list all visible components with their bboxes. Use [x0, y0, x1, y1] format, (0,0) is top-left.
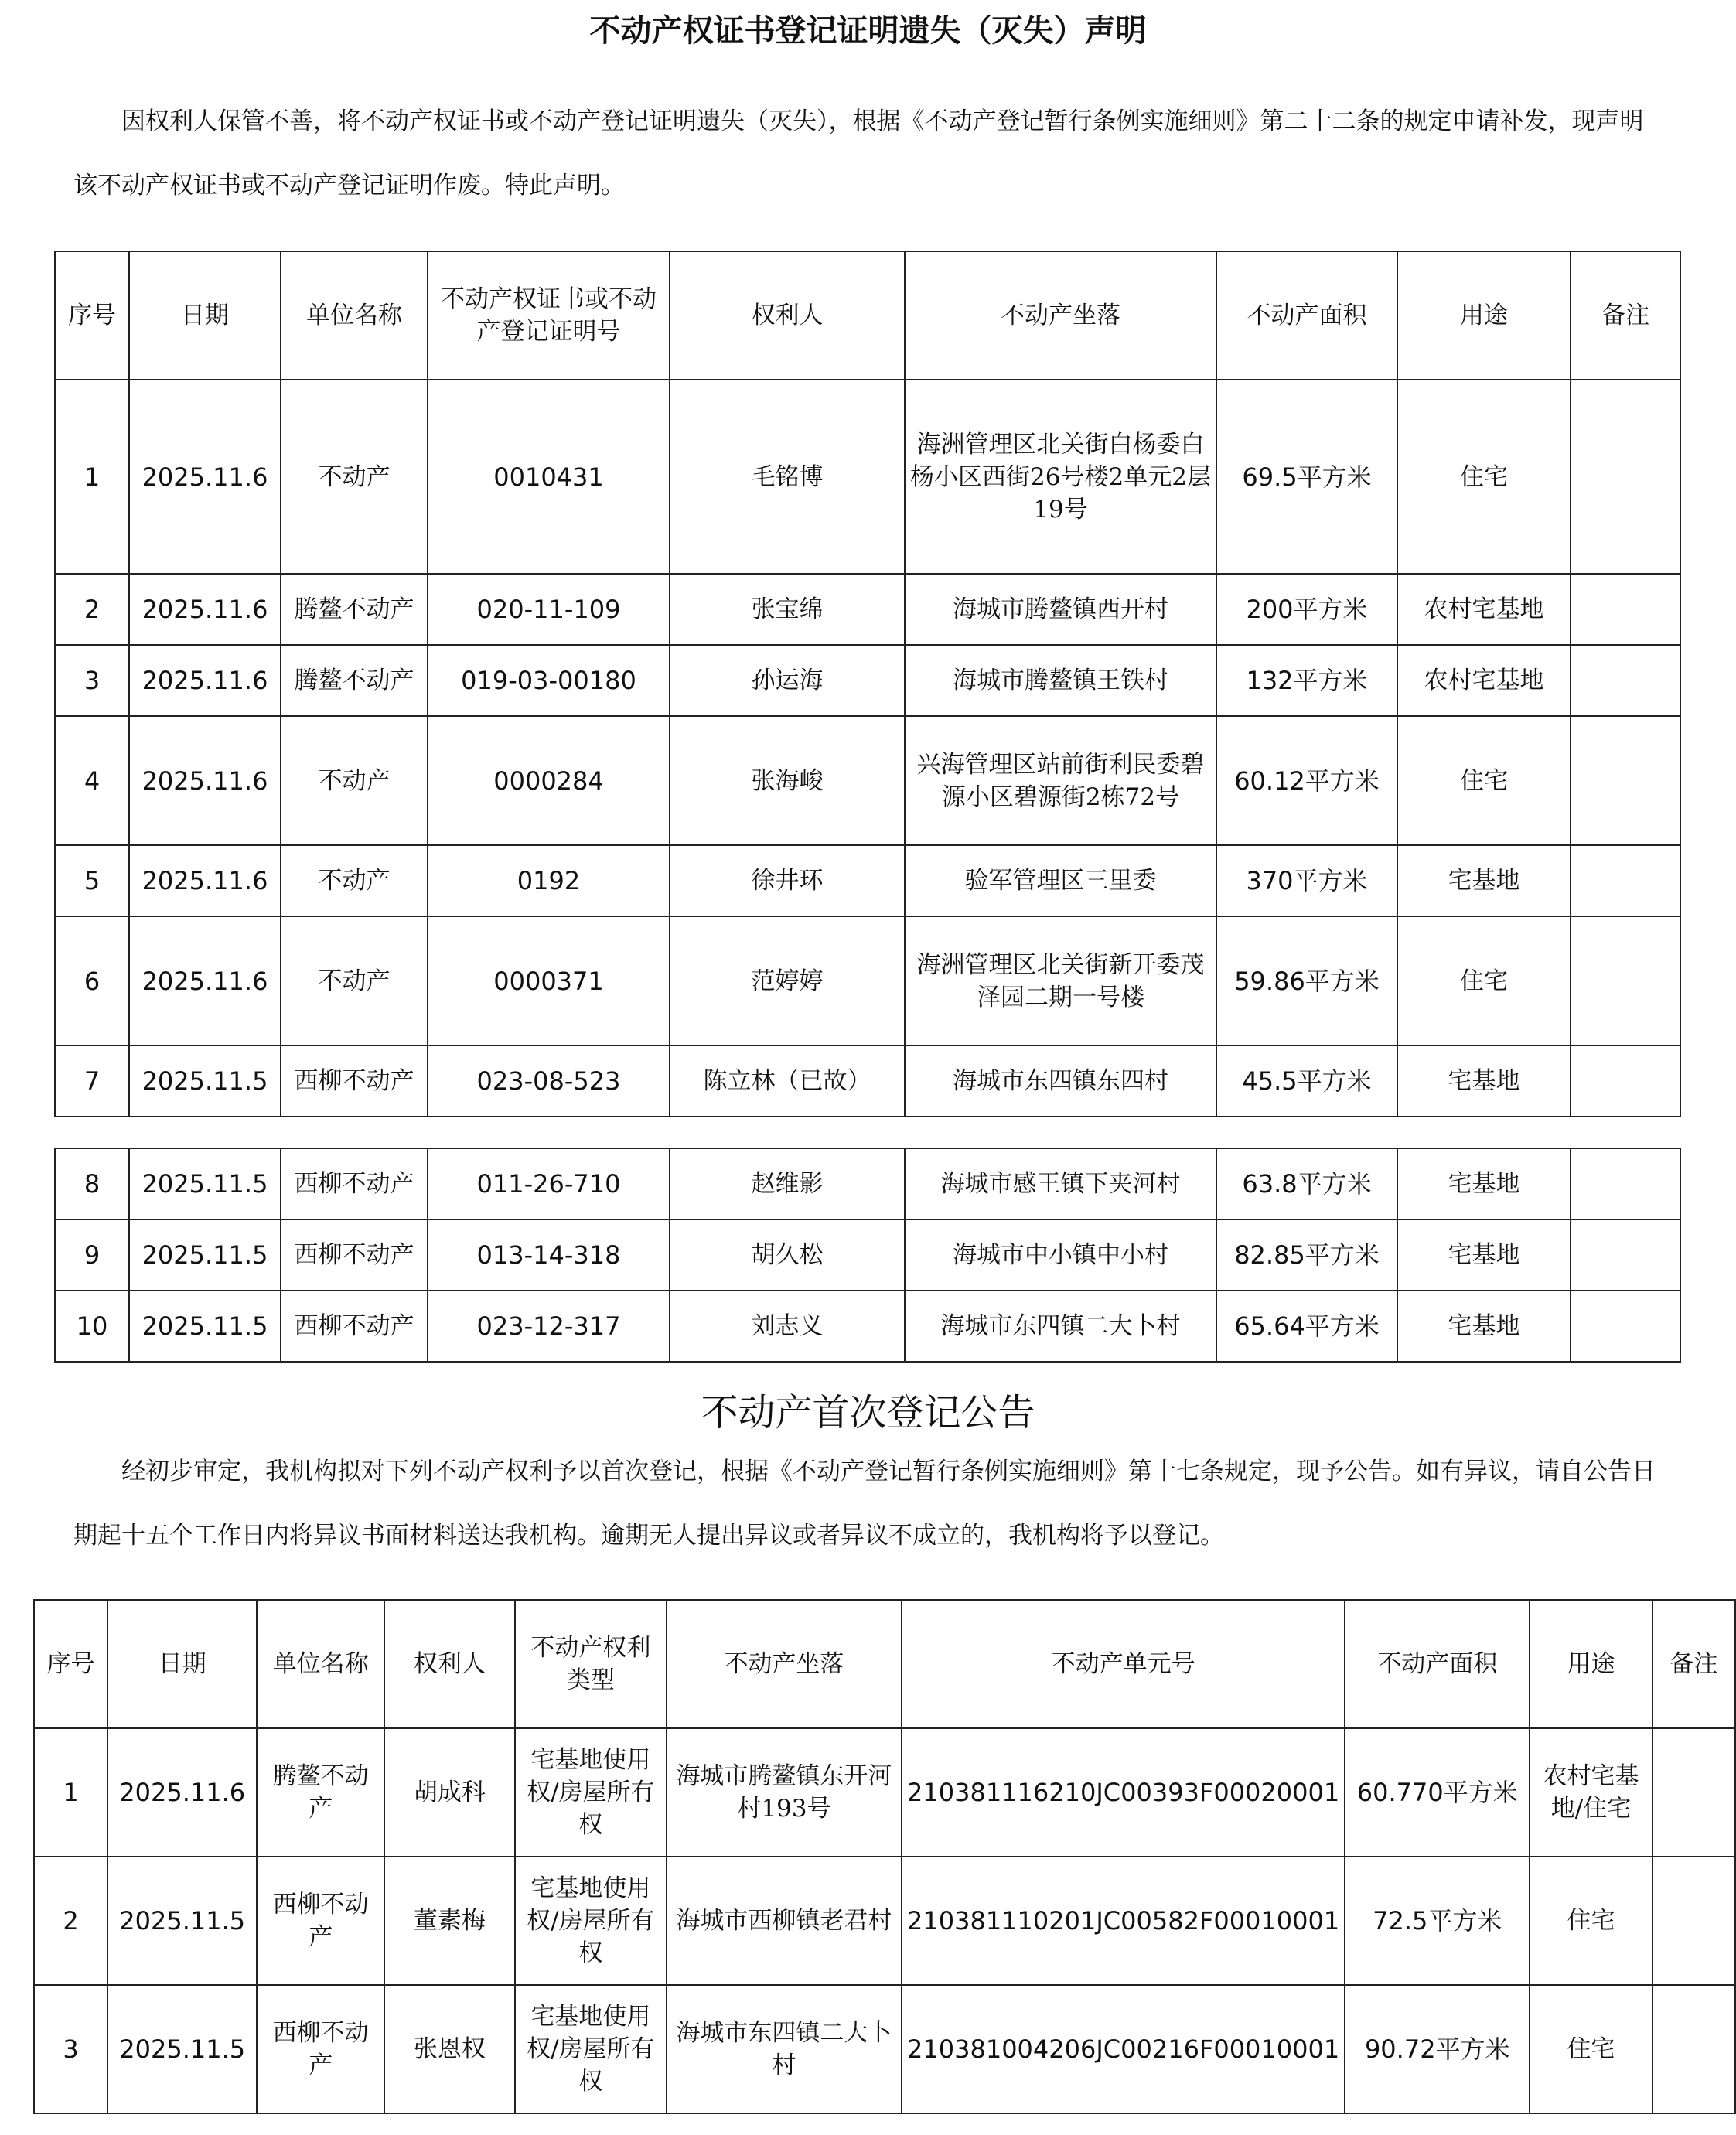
cell-date: 2025.11.6 — [107, 1728, 257, 1857]
cell-area: 60.12平方米 — [1216, 716, 1397, 845]
cell-note — [1571, 1219, 1680, 1291]
cell-location: 兴海管理区站前街利民委碧源小区碧源街2栋72号 — [905, 716, 1216, 845]
cell-owner: 陈立林（已故） — [670, 1045, 905, 1117]
cell-date: 2025.11.5 — [129, 1148, 281, 1219]
cell-use: 住宅 — [1530, 1985, 1652, 2113]
column-header: 不动产面积 — [1216, 251, 1397, 380]
first-registration-title: 不动产首次登记公告 — [701, 1391, 1035, 1434]
cell-cert: 019-03-00180 — [428, 645, 670, 716]
loss-notice-paragraph: 因权利人保管不善，将不动产权证书或不动产登记证明遗失（灭失），根据《不动产登记暂行条例实施细则》第二十二条的规定申请补发，现声明该不动产权证书或不动产登记证明作废。特此声明。 — [73, 107, 1644, 200]
column-header: 单位名称 — [281, 251, 428, 380]
column-header: 不动产单元号 — [902, 1600, 1345, 1728]
cell-area: 200平方米 — [1216, 574, 1397, 645]
cell-area: 90.72平方米 — [1345, 1985, 1530, 2113]
cell-no: 3 — [34, 1985, 107, 2113]
cell-unit: 西柳不动产 — [281, 1291, 428, 1362]
cell-location: 海城市腾鳌镇西开村 — [905, 574, 1216, 645]
cell-no: 8 — [55, 1148, 129, 1219]
cell-owner: 张宝绵 — [670, 574, 905, 645]
column-header: 权利人 — [384, 1600, 515, 1728]
column-header: 备注 — [1652, 1600, 1735, 1728]
cell-no: 3 — [55, 645, 129, 716]
cell-location: 海城市腾鳌镇王铁村 — [905, 645, 1216, 716]
cell-location: 验军管理区三里委 — [905, 845, 1216, 916]
cell-area: 132平方米 — [1216, 645, 1397, 716]
cell-location: 海城市感王镇下夹河村 — [905, 1148, 1216, 1219]
cell-location: 海城市腾鳌镇东开河村193号 — [667, 1728, 902, 1857]
table-row — [55, 916, 1680, 1045]
cell-owner: 张海峻 — [670, 716, 905, 845]
cell-date: 2025.11.5 — [129, 1291, 281, 1362]
cell-use: 农村宅基地 — [1397, 645, 1571, 716]
cell-owner: 胡久松 — [670, 1219, 905, 1291]
cell-cert: 023-12-317 — [428, 1291, 670, 1362]
cell-note — [1571, 574, 1680, 645]
column-header: 单位名称 — [257, 1600, 384, 1728]
cell-location: 海洲管理区北关街白杨委白杨小区西街26号楼2单元2层19号 — [905, 380, 1216, 574]
table-row — [34, 1985, 1735, 2113]
cell-area: 65.64平方米 — [1216, 1291, 1397, 1362]
table-row — [55, 380, 1680, 574]
cell-location: 海城市东四镇东四村 — [905, 1045, 1216, 1117]
cell-no: 4 — [55, 716, 129, 845]
cell-unit: 西柳不动产 — [281, 1219, 428, 1291]
column-header: 日期 — [107, 1600, 257, 1728]
column-header: 不动产坐落 — [905, 251, 1216, 380]
cell-unit: 西柳不动产 — [281, 1045, 428, 1117]
cell-location: 海城市西柳镇老君村 — [667, 1857, 902, 1985]
cell-cert: 0010431 — [428, 380, 670, 574]
cell-no: 10 — [55, 1291, 129, 1362]
cell-no: 6 — [55, 916, 129, 1045]
cell-use: 宅基地 — [1397, 1219, 1571, 1291]
cell-date: 2025.11.5 — [107, 1985, 257, 2113]
column-header: 不动产坐落 — [667, 1600, 902, 1728]
table-row — [55, 1219, 1680, 1291]
table-row — [55, 645, 1680, 716]
cell-location: 海城市中小镇中小村 — [905, 1219, 1216, 1291]
loss-notice-table-continued — [54, 1148, 1681, 1363]
cell-no: 1 — [55, 380, 129, 574]
cell-use: 宅基地 — [1397, 1148, 1571, 1219]
cell-note — [1571, 716, 1680, 845]
cell-use: 农村宅基地 — [1397, 574, 1571, 645]
cell-area: 69.5平方米 — [1216, 380, 1397, 574]
cell-unit_no: 210381110201JC00582F00010001 — [902, 1857, 1345, 1985]
cell-note — [1652, 1985, 1735, 2113]
cell-date: 2025.11.6 — [129, 716, 281, 845]
cell-cert: 013-14-318 — [428, 1219, 670, 1291]
cell-owner: 张恩权 — [384, 1985, 515, 2113]
loss-notice-title: 不动产权证书登记证明遗失（灭失）声明 — [589, 13, 1147, 49]
cell-note — [1571, 645, 1680, 716]
cell-area: 59.86平方米 — [1216, 916, 1397, 1045]
cell-right_type: 宅基地使用权/房屋所有权 — [515, 1728, 667, 1857]
cell-owner: 刘志义 — [670, 1291, 905, 1362]
cell-no: 9 — [55, 1219, 129, 1291]
cell-cert: 0000284 — [428, 716, 670, 845]
column-header: 序号 — [34, 1600, 107, 1728]
table-row — [55, 845, 1680, 916]
cell-owner: 徐井环 — [670, 845, 905, 916]
cell-date: 2025.11.6 — [129, 645, 281, 716]
cell-owner: 范婷婷 — [670, 916, 905, 1045]
cell-unit: 腾鳌不动产 — [257, 1728, 384, 1857]
cell-unit: 西柳不动产 — [257, 1857, 384, 1985]
cell-use: 住宅 — [1397, 716, 1571, 845]
cell-date: 2025.11.6 — [129, 916, 281, 1045]
cell-unit_no: 210381116210JC00393F00020001 — [902, 1728, 1345, 1857]
cell-unit_no: 210381004206JC00216F00010001 — [902, 1985, 1345, 2113]
cell-use: 住宅 — [1397, 916, 1571, 1045]
cell-unit: 不动产 — [281, 916, 428, 1045]
cell-unit: 不动产 — [281, 716, 428, 845]
cell-no: 5 — [55, 845, 129, 916]
cell-use: 宅基地 — [1397, 1291, 1571, 1362]
table-row — [55, 1148, 1680, 1219]
cell-owner: 毛铭博 — [670, 380, 905, 574]
first-registration-paragraph: 经初步审定，我机构拟对下列不动产权利予以首次登记，根据《不动产登记暂行条例实施细则》第十七条规定，现予公告。如有异议，请自公告日期起十五个工作日内将异议书面材料送达我机构。逾期无人提出异议或者异议不成立的，我机构将予以登记。 — [73, 1458, 1656, 1550]
cell-note — [1571, 916, 1680, 1045]
table-row — [55, 716, 1680, 845]
column-header: 备注 — [1571, 251, 1680, 380]
table-row — [34, 1728, 1735, 1857]
cell-right_type: 宅基地使用权/房屋所有权 — [515, 1857, 667, 1985]
cell-cert: 0000371 — [428, 916, 670, 1045]
cell-use: 住宅 — [1397, 380, 1571, 574]
column-header: 用途 — [1397, 251, 1571, 380]
cell-owner: 胡成科 — [384, 1728, 515, 1857]
cell-date: 2025.11.6 — [129, 380, 281, 574]
cell-unit: 腾鳌不动产 — [281, 574, 428, 645]
cell-no: 7 — [55, 1045, 129, 1117]
cell-note — [1571, 1045, 1680, 1117]
cell-unit: 腾鳌不动产 — [281, 645, 428, 716]
table-row — [55, 1291, 1680, 1362]
cell-owner: 赵维影 — [670, 1148, 905, 1219]
column-header: 不动产权证书或不动产登记证明号 — [428, 251, 670, 380]
cell-use: 宅基地 — [1397, 845, 1571, 916]
cell-area: 370平方米 — [1216, 845, 1397, 916]
table-row — [55, 574, 1680, 645]
cell-unit: 不动产 — [281, 845, 428, 916]
cell-date: 2025.11.5 — [129, 1219, 281, 1291]
cell-owner: 孙运海 — [670, 645, 905, 716]
cell-date: 2025.11.6 — [129, 845, 281, 916]
cell-area: 63.8平方米 — [1216, 1148, 1397, 1219]
cell-unit: 西柳不动产 — [281, 1148, 428, 1219]
cell-location: 海城市东四镇二大卜村 — [905, 1291, 1216, 1362]
column-header: 不动产面积 — [1345, 1600, 1530, 1728]
cell-right_type: 宅基地使用权/房屋所有权 — [515, 1985, 667, 2113]
cell-date: 2025.11.6 — [129, 574, 281, 645]
cell-cert: 011-26-710 — [428, 1148, 670, 1219]
cell-owner: 董素梅 — [384, 1857, 515, 1985]
cell-cert: 023-08-523 — [428, 1045, 670, 1117]
column-header: 日期 — [129, 251, 281, 380]
table-row — [55, 1045, 1680, 1117]
first-registration-table — [33, 1599, 1736, 2114]
column-header: 序号 — [55, 251, 129, 380]
cell-date: 2025.11.5 — [129, 1045, 281, 1117]
cell-area: 72.5平方米 — [1345, 1857, 1530, 1985]
table-row — [34, 1857, 1735, 1985]
cell-area: 82.85平方米 — [1216, 1219, 1397, 1291]
cell-note — [1571, 845, 1680, 916]
cell-date: 2025.11.5 — [107, 1857, 257, 1985]
header-row — [55, 251, 1680, 380]
cell-note — [1571, 1291, 1680, 1362]
cell-note — [1571, 1148, 1680, 1219]
cell-location: 海洲管理区北关街新开委茂泽园二期一号楼 — [905, 916, 1216, 1045]
cell-use: 住宅 — [1530, 1857, 1652, 1985]
cell-cert: 020-11-109 — [428, 574, 670, 645]
column-header: 不动产权利类型 — [515, 1600, 667, 1728]
cell-area: 45.5平方米 — [1216, 1045, 1397, 1117]
cell-note — [1571, 380, 1680, 574]
cell-note — [1652, 1857, 1735, 1985]
cell-unit: 不动产 — [281, 380, 428, 574]
cell-unit: 西柳不动产 — [257, 1985, 384, 2113]
cell-no: 2 — [34, 1857, 107, 1985]
cell-location: 海城市东四镇二大卜村 — [667, 1985, 902, 2113]
column-header: 用途 — [1530, 1600, 1652, 1728]
cell-no: 1 — [34, 1728, 107, 1857]
loss-notice-table — [54, 251, 1681, 1117]
column-header: 权利人 — [670, 251, 905, 380]
cell-use: 农村宅基地/住宅 — [1530, 1728, 1652, 1857]
cell-note — [1652, 1728, 1735, 1857]
header-row — [34, 1600, 1735, 1728]
cell-area: 60.770平方米 — [1345, 1728, 1530, 1857]
cell-use: 宅基地 — [1397, 1045, 1571, 1117]
cell-cert: 0192 — [428, 845, 670, 916]
cell-no: 2 — [55, 574, 129, 645]
